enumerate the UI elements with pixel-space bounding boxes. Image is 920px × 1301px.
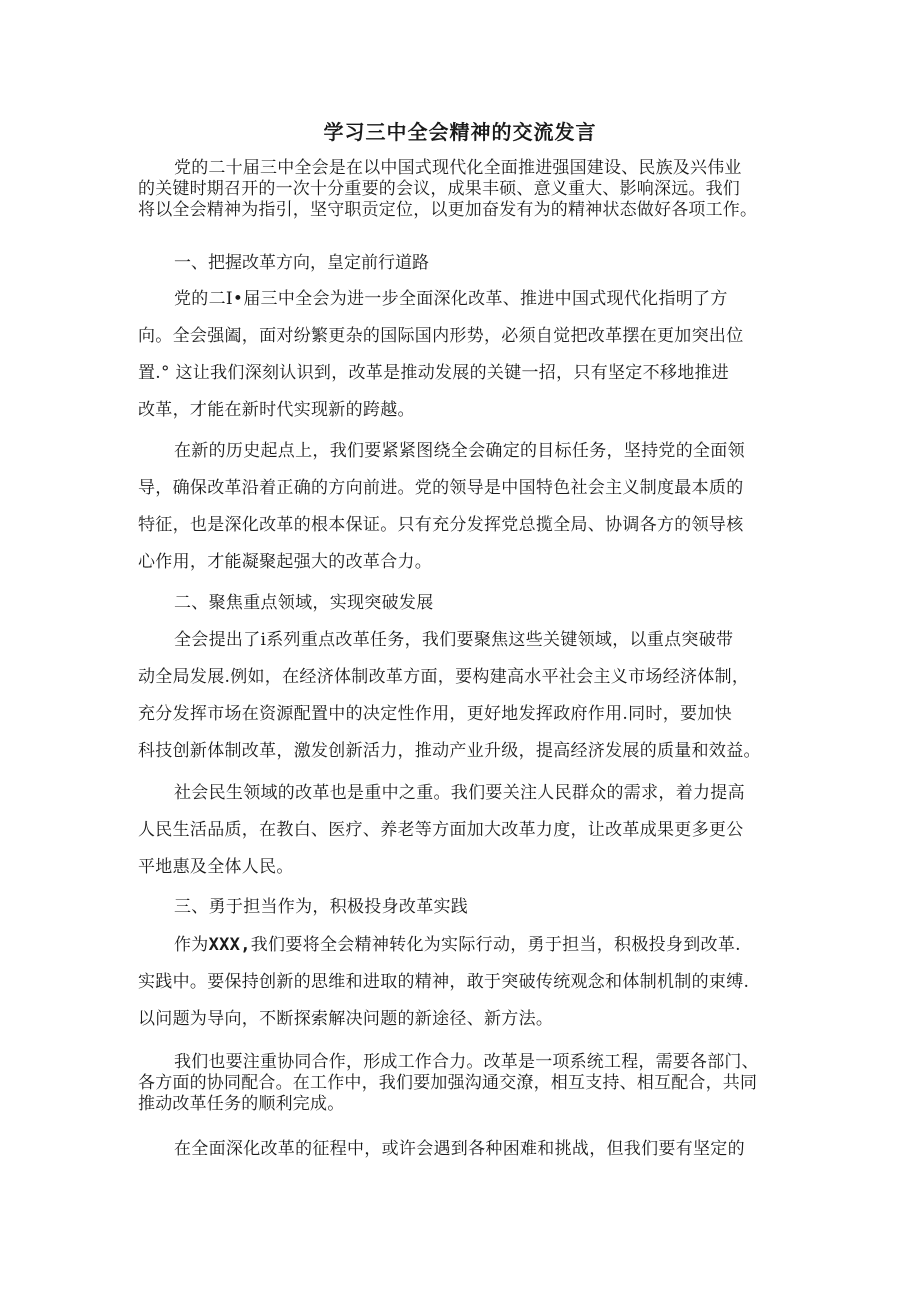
- paragraph-line: 在全面深化改革的征程中，或许会遇到各种困难和挑战，但我们要有坚定的: [174, 1139, 745, 1159]
- paragraph: [138, 433, 788, 581]
- paragraph-line: 推动改革任务的顺利完成。: [138, 1094, 345, 1114]
- paragraph-line: 向。全会强阖，面对纷繁更杂的国际国内形势，必须自觉把改革摆在更加突出位: [138, 326, 744, 346]
- paragraph-line: 将以全会精神为指引，坚守职贡定位，以更加奋发有为的精神状态做好各项工作。: [138, 200, 758, 220]
- paragraph: [138, 622, 788, 770]
- paragraph-line: 我们也要注重协同合作，形成工作合力。改革是一项系统工程，需要各部门、: [174, 1052, 759, 1072]
- paragraph-line: [138, 927, 788, 964]
- section-heading: [138, 889, 788, 926]
- placeholder-name: XXX,: [208, 935, 251, 955]
- paragraph-line: 党的二I•届三中全会为进一步全面深化改革、推进中国式现代化指明了方: [174, 289, 728, 309]
- paragraph-line: 动全局发展.例如，在经济体制改革方面，要构建高水平社会主义市场经济体制，: [138, 667, 750, 687]
- paragraph: [138, 1052, 788, 1115]
- paragraph-line: 以问题为导向，不断探索解决问题的新途径、新方法。: [138, 1009, 554, 1029]
- paragraph-line: 实践中。要保持创新的思维和进取的精神，敢于突破传统观念和体制机制的束缚.: [138, 972, 750, 992]
- paragraph-line: 平地惠及全体人民。: [138, 857, 294, 877]
- paragraph: [138, 775, 788, 886]
- intro-paragraph: [138, 158, 788, 221]
- section-heading-text: 一、把握改革方向，皇定前行道路: [174, 253, 429, 273]
- paragraph: [138, 1131, 788, 1168]
- document-title: 学习三中全会精神的交流发言: [323, 120, 597, 144]
- paragraph-line: 各方面的协同配合。在工作中，我们要加强沟通交潦，相互支持、相互配合，共同: [138, 1073, 758, 1093]
- paragraph-line: 全会提出了i系列重点改革任务，我们要聚焦这些关键领域，以重点突破带: [174, 630, 734, 650]
- text-run: 作为: [174, 935, 209, 955]
- paragraph-line: 社会民生领域的改革也是重中之重。我们要关注人民群众的需求，着力提高: [174, 783, 745, 803]
- paragraph-line: 的关键时期召开的一次十分重要的会议，成果丰硕、意义重大、影响深远。我们: [138, 179, 740, 199]
- section-heading-text: 二、聚焦重点领域，实现突破发展: [174, 593, 434, 613]
- section-heading-text: 三、勇于担当作为，积极投身改革实践: [174, 897, 469, 917]
- paragraph-line: 在新的历史起点上，我们要紧紧图绕全会确定的目标任务，坚持党的全面领: [174, 441, 745, 461]
- section-heading: [138, 250, 788, 276]
- section-heading: [138, 585, 788, 622]
- paragraph-line: 科技创新体制改革，激发创新活力，推动产业升级，提高经济发展的质量和效益。: [138, 741, 761, 761]
- paragraph-line: 心作用，才能凝聚起强大的改革合力。: [138, 552, 433, 572]
- paragraph-line: 特征，也是深化改革的根本保证。只有充分发挥党总揽全局、协调各方的领导核: [138, 515, 744, 535]
- paragraph: [138, 927, 788, 1038]
- paragraph-line: 党的二十届三中全会是在以中国式现代化全面推进强国建设、民族及兴伟业: [174, 158, 742, 178]
- paragraph-line: 充分发挥市场在资源配置中的决定性作用，更好地发挥政府作用.同时，要加快: [138, 704, 732, 724]
- text-run: 我们要将全会精神转化为实际行动，勇于担当，积极投身到改革.: [250, 935, 741, 955]
- paragraph: [138, 281, 788, 429]
- paragraph-line: 置.° 这让我们深刻认识到，改革是推动发展的关键一招，只有坚定不移地推进: [138, 363, 730, 383]
- paragraph-line: 导，确保改革沿着正确的方向前进。党的领导是中国特色社会主义制度最本质的: [138, 478, 744, 498]
- paragraph-line: 改革，才能在新时代实现新的跨越。: [138, 400, 415, 420]
- paragraph-line: 人民生活品质，在教白、医疗、养老等方面加大改革力度，让改革成果更多更公: [138, 820, 744, 840]
